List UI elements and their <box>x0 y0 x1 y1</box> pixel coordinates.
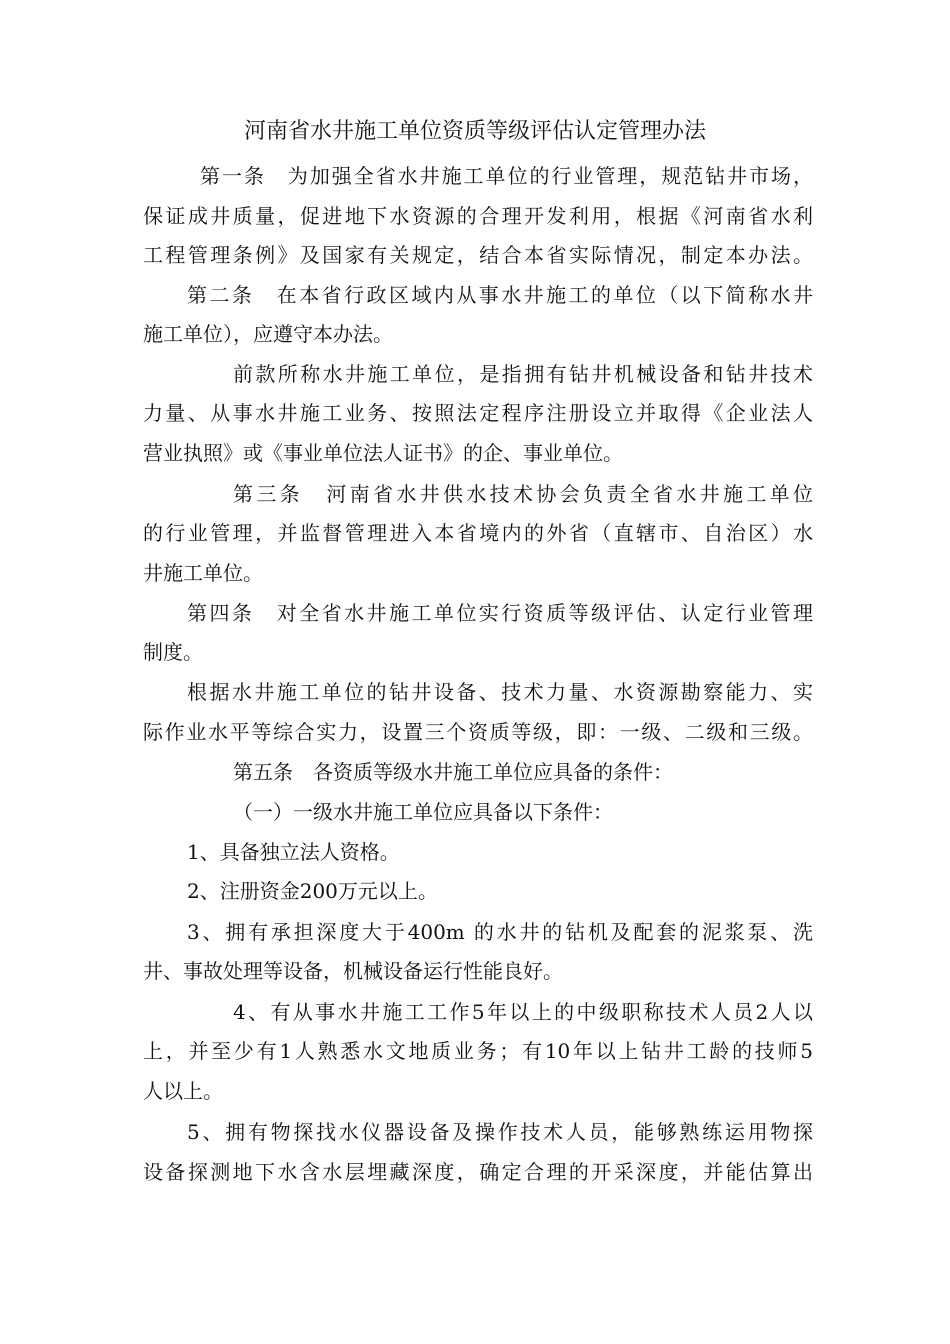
article-2-line-2: 施工单位），应遵守本办法。 <box>143 322 393 346</box>
article-3-line-3: 井施工单位。 <box>143 561 263 585</box>
condition-2: 2、注册资金200万元以上。 <box>187 879 438 903</box>
article-2-para-2-line-3: 营业执照》或《事业单位法人证书》的企、事业单位。 <box>143 441 623 465</box>
document-title: 河南省水井施工单位资质等级评估认定管理办法 <box>243 119 706 144</box>
condition-5-line-1: 5、拥有物探找水仪器设备及操作技术人员，能够熟练运用物探 <box>187 1120 813 1144</box>
level-1-heading: （一）一级水井施工单位应具备以下条件： <box>233 800 613 824</box>
condition-3-line-2: 井、事故处理等设备，机械设备运行性能良好。 <box>143 959 563 983</box>
article-5-heading: 第五条 各资质等级水井施工单位应具备的条件： <box>233 760 673 784</box>
article-3-line-2: 的行业管理，并监督管理进入本省境内的外省（直辖市、自治区）水 <box>143 521 813 545</box>
article-2-para-2-line-2: 力量、从事水井施工业务、按照法定程序注册设立并取得《企业法人 <box>143 401 813 425</box>
article-1-line-2: 保证成井质量，促进地下水资源的合理开发利用，根据《河南省水利 <box>143 204 813 228</box>
condition-4-line-2: 上，并至少有1人熟悉水文地质业务；有10年以上钻井工龄的技师5 <box>143 1039 813 1063</box>
condition-4-line-3: 人以上。 <box>143 1079 223 1103</box>
article-4-line-2: 制度。 <box>143 640 203 664</box>
article-3-line-1: 第三条 河南省水井供水技术协会负责全省水井施工单位 <box>233 482 813 506</box>
article-2-line-1: 第二条 在本省行政区域内从事水井施工的单位（以下简称水井 <box>187 283 813 307</box>
article-2-para-2-line-1: 前款所称水井施工单位，是指拥有钻井机械设备和钻井技术 <box>233 362 813 386</box>
condition-5-line-2: 设备探测地下水含水层埋藏深度，确定合理的开采深度，并能估算出 <box>143 1160 813 1184</box>
condition-4-line-1: 4、有从事水井施工工作5年以上的中级职称技术人员2人以 <box>233 1000 813 1024</box>
article-1-line-1: 第一条 为加强全省水井施工单位的行业管理，规范钻井市场， <box>200 164 813 188</box>
condition-3-line-1: 3、拥有承担深度大于400m 的水井的钻机及配套的泥浆泵、洗 <box>187 920 813 944</box>
article-4-para-2-line-2: 际作业水平等综合实力，设置三个资质等级，即：一级、二级和三级。 <box>143 720 813 744</box>
condition-1: 1、具备独立法人资格。 <box>187 840 400 864</box>
article-4-line-1: 第四条 对全省水井施工单位实行资质等级评估、认定行业管理 <box>187 601 813 625</box>
article-1-line-3: 工程管理条例》及国家有关规定，结合本省实际情况，制定本办法。 <box>143 243 813 267</box>
article-4-para-2-line-1: 根据水井施工单位的钻井设备、技术力量、水资源勘察能力、实 <box>187 680 813 704</box>
